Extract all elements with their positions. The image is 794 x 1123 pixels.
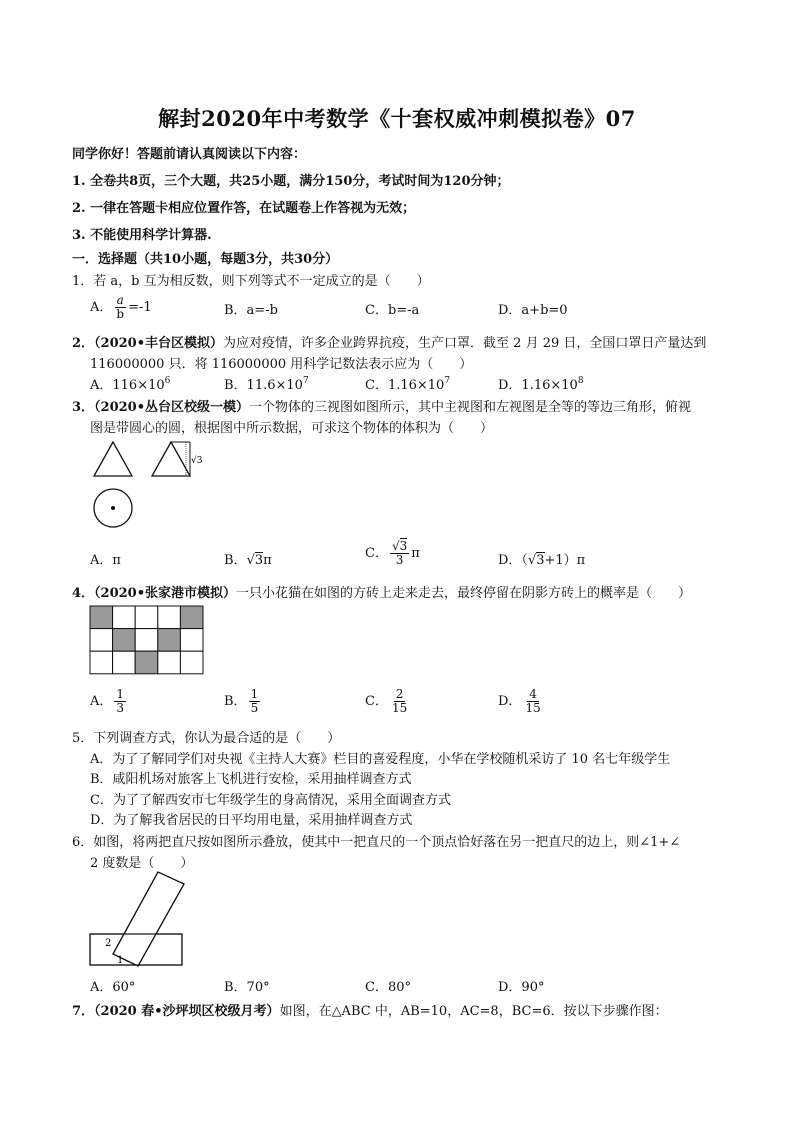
page-title: 解封2020年中考数学《十套权威冲刺模拟卷》07 — [158, 106, 636, 131]
question-1-option-b: B．a=-b — [224, 303, 278, 318]
question-2-option-b: B．$11.6\times 10^7$ — [224, 376, 309, 393]
instructions-greeting: 同学你好！答题前请认真阅读以下内容： — [72, 147, 307, 162]
question-2-option-a: A．$116\times 10^6$ — [90, 376, 171, 393]
front-view-triangle — [94, 442, 132, 476]
question-3-option-d: D．（√3+1）π — [498, 553, 586, 568]
rulers-figure — [88, 870, 188, 970]
question-4-stem: 4．（2020•张家港市模拟）一只小花猫在如图的方砖上走来走去，最终停留在阴影方砖上的概率是（ ） — [72, 586, 692, 601]
question-3-stem-1: 3．（2020•丛台区校级一模）一个物体的三视图如图所示，其中主视图和左视图是全等的等边三角形，俯视 — [72, 400, 692, 415]
height-label: √3 — [191, 456, 203, 466]
tile — [113, 651, 136, 674]
tile — [113, 606, 136, 629]
question-1-option-c: C．b=-a — [365, 303, 420, 318]
tile — [180, 629, 203, 652]
angle-2-label: 2 — [105, 938, 112, 949]
top-view-center-dot — [111, 506, 115, 510]
tile — [135, 629, 158, 652]
question-6-option-d: D．90° — [498, 980, 545, 995]
instruction-item-3: 3. 不能使用科学计算器. — [72, 228, 212, 243]
tile-grid-figure — [89, 605, 205, 675]
question-4-option-b: B． $\frac{1}{5}$ — [224, 687, 259, 715]
question-6-option-c: C．80° — [365, 980, 411, 995]
question-2-option-c: C．$1.16\times 10^7$ — [365, 376, 451, 393]
question-2-option-d: D．$1.16\times 10^8$ — [498, 376, 584, 393]
angle-1-label: 1 — [117, 955, 124, 966]
question-3-stem-2: 图是带圆心的圆，根据图中所示数据，可求这个物体的体积为（ ） — [90, 421, 494, 436]
shaded-tile — [113, 629, 136, 652]
question-6-stem-2: 2 度数是（ ） — [90, 856, 194, 871]
question-3-option-a: A．π — [90, 553, 121, 568]
question-4-option-c: C． $\frac{2}{15}$ — [365, 687, 408, 715]
instruction-item-1: 1. 全卷共8页，三个大题，共25小题，满分150分，考试时间为120分钟； — [72, 174, 510, 189]
question-5-option-a: A．为了了解同学们对央视《主持人大赛》栏目的喜爱程度，小华在学校随机采访了 10 名七年级学生 — [90, 752, 671, 767]
question-3-option-b: B．√3π — [224, 553, 272, 568]
shaded-tile — [135, 651, 158, 674]
question-5-option-b: B．咸阳机场对旅客上飞机进行安检，采用抽样调查方式 — [90, 772, 412, 787]
question-5-option-d: D．为了解我省居民的日平均用电量，采用抽样调查方式 — [90, 813, 413, 828]
question-2-stem-2: 116000000 只．将 116000000 用科学记数法表示应为（ ） — [90, 357, 473, 372]
question-5-stem: 5．下列调查方式，你认为最合适的是（ ） — [72, 731, 341, 746]
question-4-option-d: D． $\frac{4}{15}$ — [498, 687, 541, 715]
section-title: 一．选择题（共10小题，每题3分，共30分） — [72, 252, 339, 267]
question-1-option-a: A． $\frac{a}{b}$ =-1 — [90, 293, 152, 321]
tile — [135, 606, 158, 629]
tile — [158, 606, 181, 629]
tilted-ruler — [113, 872, 184, 966]
tile — [90, 651, 113, 674]
question-1-stem: 1．若 a，b 互为相反数，则下列等式不一定成立的是（ ） — [72, 274, 430, 289]
tile — [90, 629, 113, 652]
three-view-figure — [88, 440, 218, 530]
question-5-option-c: C．为了了解西安市七年级学生的身高情况，采用全面调查方式 — [90, 793, 451, 808]
shaded-tile — [180, 606, 203, 629]
question-4-option-a: A． $\frac{1}{3}$ — [90, 687, 125, 715]
question-6-option-b: B．70° — [224, 980, 270, 995]
shaded-tile — [158, 629, 181, 652]
question-7-stem: 7．（2020 春•沙坪坝区校级月考）如图，在△ABC 中，AB=10，AC=8，BC=6．按以下步骤作图： — [72, 1004, 668, 1019]
tile — [158, 651, 181, 674]
question-2-stem-1: 2．（2020•丰台区模拟）为应对疫情，许多企业跨界抗疫，生产口罩．截至 2 月 29 日，全国口罩日产量达到 — [72, 336, 707, 351]
question-6-stem-1: 6．如图，将两把直尺按如图所示叠放，使其中一把直尺的一个顶点恰好落在另一把直尺的边上，则∠1+∠ — [72, 835, 681, 850]
question-6-option-a: A．60° — [90, 980, 136, 995]
instruction-item-2: 2. 一律在答题卡相应位置作答，在试题卷上作答视为无效； — [72, 201, 416, 216]
question-1-option-d: D．a+b=0 — [498, 303, 568, 318]
tile — [180, 651, 203, 674]
shaded-tile — [90, 606, 113, 629]
question-3-option-c: C． $\frac{√3}{3}$ π — [365, 539, 420, 567]
side-view-triangle — [152, 442, 190, 476]
